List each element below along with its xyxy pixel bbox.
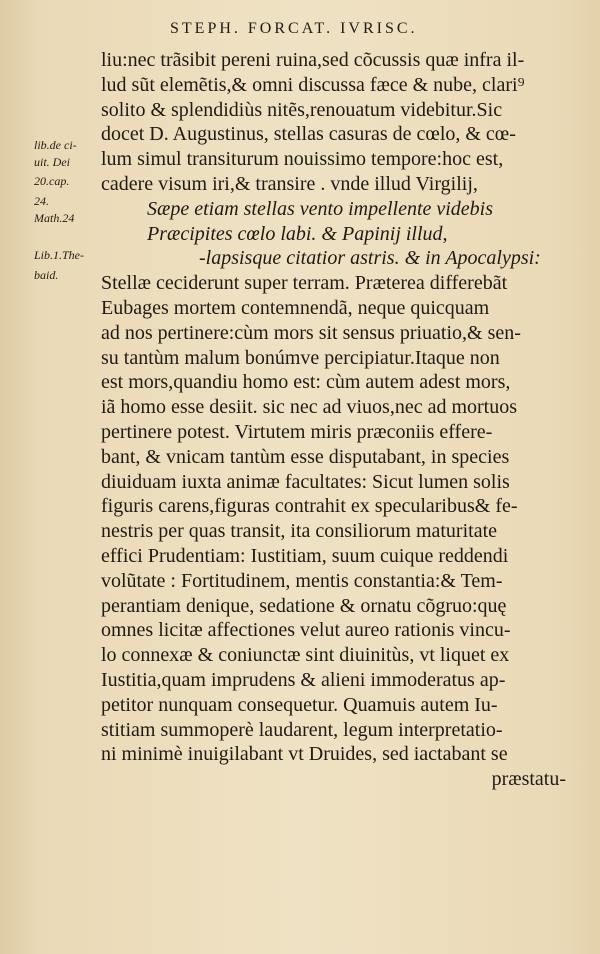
text-line: liu:nec trãsibit pereni ruina,sed cõcussis quæ infra il- (101, 49, 525, 71)
text-line: lum simul transiturum nouissimo tempore:hoc est, (101, 148, 504, 171)
margin-note: Lib.1.The- (34, 248, 85, 262)
margin-note: baid. (34, 268, 59, 282)
text-line: solito & splendidiùs nitẽs,renouatum videbitur.Sic (101, 98, 503, 121)
margin-note: Math.24 (34, 211, 75, 225)
running-head: STEPH. FORCAT. IVRISC. (170, 20, 418, 37)
text-line: cadere visum iri,& transire . vnde illud Virgilij, (101, 172, 478, 195)
margin-note: 20.cap. (34, 174, 70, 188)
verse-line: Præcipites cœlo labi. & Papinij illud, (147, 222, 448, 245)
text-line: pertinere potest. Virtutem miris præconiis effere- (101, 420, 493, 443)
verse-line: -lapsisque citatior astris. & in Apocalypsi: (199, 247, 541, 270)
text-line: nestris per quas transit, ita consiliorum maturitate (101, 520, 498, 543)
text-line: su tantùm malum bonúmve percipiatur.Itaque non (101, 346, 500, 369)
text-line: lo connexæ & coniunctæ sint diuinitùs, vt liquet ex (101, 644, 510, 667)
text-line: docet D. Augustinus, stellas casuras de cœlo, & cœ- (101, 123, 516, 146)
text-line: lud sũt elemẽtis,& omni discussa fæce & nube, clari⁹ (101, 73, 525, 96)
text-line: stitiam summoperè laudarent, legum interpretatio- (101, 718, 503, 741)
text-line: diuiduam iuxta animæ facultates: Sicut lumen solis (101, 470, 510, 493)
text-line: Eubages mortem contemnendã, neque quicquam (101, 296, 490, 319)
text-line: volũtate : Fortitudinem, mentis constantia:& Tem- (101, 569, 503, 592)
text-line: petitor nunquam consequetur. Quamuis autem Iu- (101, 693, 498, 716)
verse-line: Sæpe etiam stellas vento impellente videbis (147, 197, 494, 220)
text-line: perantiam denique, sedatione & ornatu cõgruo:quę (101, 594, 507, 617)
text-line: omnes licitæ affectiones velut aureo rationis vincu- (101, 619, 511, 642)
text-line: Iustitia,quam imprudens & alieni immoderatus ap- (101, 668, 506, 691)
text-line: ni minimè inuigilabant vt Druides, sed iactabant se (101, 743, 508, 766)
text-line: Stellæ ceciderunt super terram. Præterea differebãt (101, 272, 508, 295)
margin-note: lib.de ci- (34, 138, 77, 152)
main-text (101, 48, 576, 792)
text-line: effici Prudentiam: Iustitiam, suum cuique reddendi (101, 544, 509, 567)
catchword: præstatu- (491, 768, 566, 791)
margin-note: uit. Dei (34, 155, 70, 169)
text-line: bant, & vnicam tantùm esse disputabant, in species (101, 445, 510, 468)
text-line: ad nos pertinere:cùm mors sit sensus priuatio,& sen- (101, 321, 521, 344)
margin-note: 24. (34, 194, 49, 208)
text-line: figuris carens,figuras contrahit ex specularibus& fe- (101, 495, 518, 518)
text-line: est mors,quandiu homo est: cùm autem adest mors, (101, 371, 511, 394)
text-line: iã homo esse desiit. sic nec ad viuos,nec ad mortuos (101, 396, 518, 419)
